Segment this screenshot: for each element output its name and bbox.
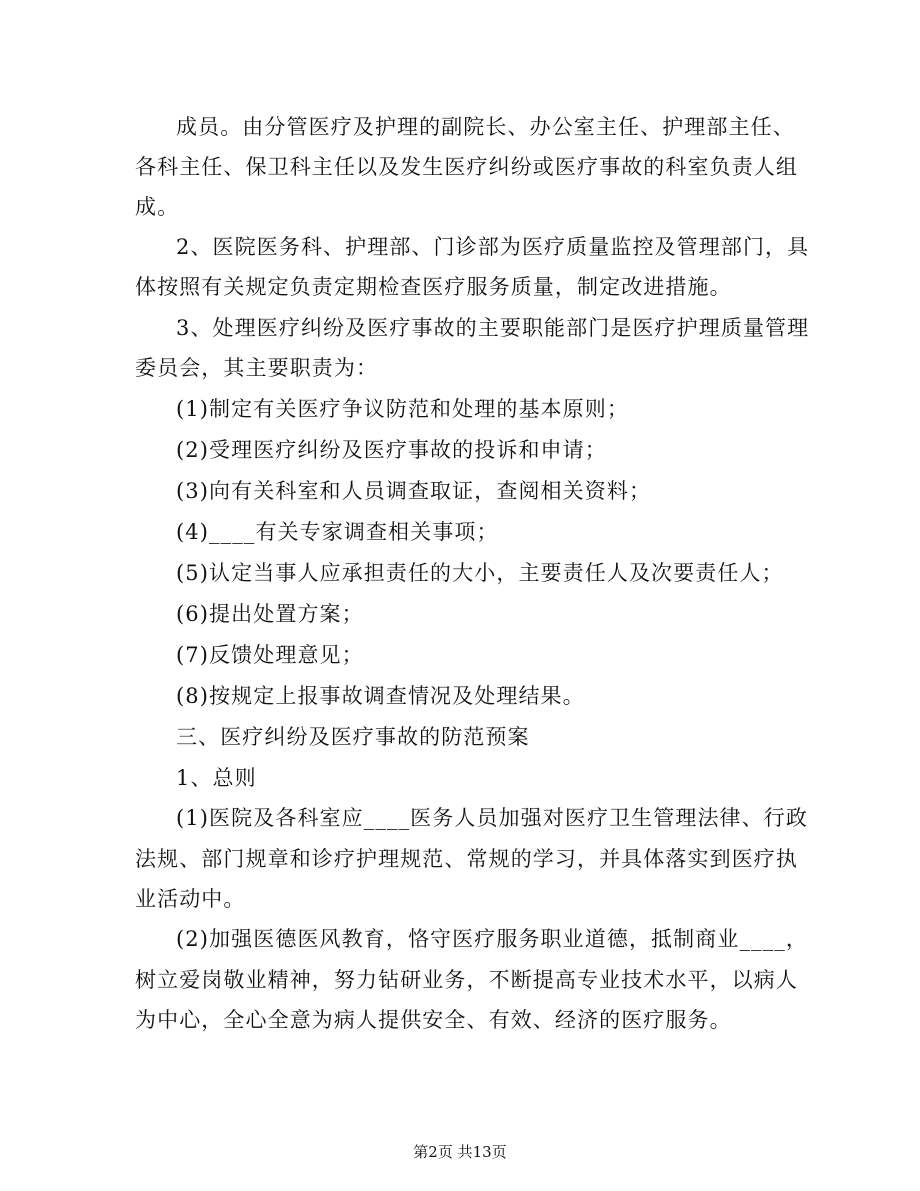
text-line: 3、处理医疗纠纷及医疗事故的主要职能部门是医疗护理质量管理 [176,316,810,340]
text-line: 体按照有关规定负责定期检查医疗服务质量，制定改进措施。 [135,275,732,299]
text-line: 成员。由分管医疗及护理的副院长、办公室主任、护理部主任、 [176,115,795,139]
list-item: (1)制定有关医疗争议防范和处理的基本原则； [176,397,629,421]
text-line: (2)加强医德医风教育，恪守医疗服务职业道德，抵制商业____， [176,927,808,951]
text-line: 业活动中。 [135,887,246,911]
list-item: (8)按规定上报事故调查情况及处理结果。 [176,684,585,708]
text-line: 委员会，其主要职责为： [135,356,379,380]
text-line: (1)医院及各科室应____医务人员加强对医疗卫生管理法律、行政 [176,806,808,830]
text-line: 各科主任、保卫科主任以及发生医疗纠纷或医疗事故的科室负责人组 [135,155,798,179]
text-line: 树立爱岗敬业精神，努力钻研业务，不断提高专业技术水平，以病人 [135,968,798,992]
subsection-heading: 1、总则 [176,766,257,790]
text-line: 为中心，全心全意为病人提供安全、有效、经济的医疗服务。 [135,1008,732,1032]
list-item: (6)提出处置方案； [176,602,364,626]
list-item: (2)受理医疗纠纷及医疗事故的投诉和申请； [176,438,607,462]
section-heading: 三、医疗纠纷及医疗事故的防范预案 [176,725,530,749]
page-number: 第2页 共13页 [413,1143,507,1161]
list-item: (7)反馈处理意见； [176,643,364,667]
list-item: (5)认定当事人应承担责任的大小，主要责任人及次要责任人； [176,561,784,585]
text-line: 成。 [135,195,180,219]
text-line: 法规、部门规章和诊疗护理规范、常规的学习，并具体落实到医疗执 [135,847,798,871]
text-line: 2、医院医务科、护理部、门诊部为医疗质量监控及管理部门，具 [176,235,810,259]
list-item: (3)向有关科室和人员调查取证，查阅相关资料； [176,479,652,503]
list-item: (4)____有关专家调查相关事项； [176,520,499,544]
